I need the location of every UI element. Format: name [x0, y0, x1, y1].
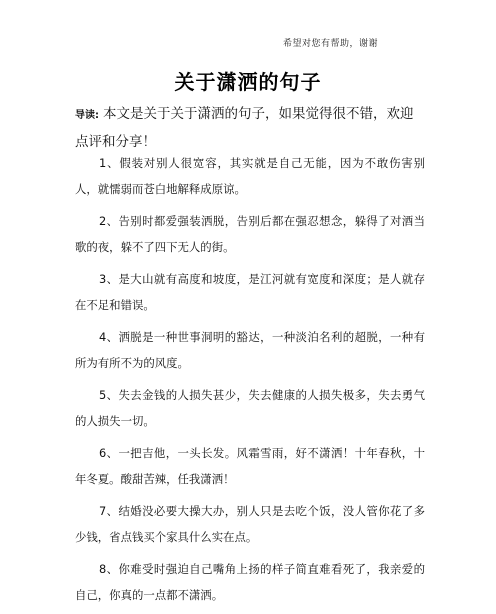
list-item: 3、是大山就有高度和坡度，是江河就有宽度和深度；是人就存在不足和错误。	[75, 272, 425, 312]
list-item: 8、你难受时强迫自己嘴角上扬的样子简直难看死了，我亲爱的自己，你真的一点都不潇洒。	[75, 562, 425, 602]
sentence-list	[75, 150, 425, 614]
list-item: 7、结婚没必要大操大办，别人只是去吃个饭，没人管你花了多少钱，省点钱买个家具什么实在点。	[75, 504, 425, 544]
intro-paragraph	[75, 101, 425, 155]
list-item: 2、告别时都爱强装洒脱，告别后都在强忍想念，躲得了对酒当歌的夜，躲不了四下无人的街。	[75, 214, 425, 254]
intro-label: 导读:	[75, 110, 99, 121]
list-item: 1、假装对别人很宽容，其实就是自己无能，因为不敢伤害别人，就懦弱而苍白地解释成原谅。	[75, 156, 425, 196]
list-item: 5、失去金钱的人损失甚少，失去健康的人损失极多，失去勇气的人损失一切。	[75, 388, 425, 428]
intro-text: 本文是关于关于潇洒的句子，如果觉得很不错，欢迎点评和分享！	[75, 106, 414, 150]
list-item: 4、洒脱是一种世事洞明的豁达，一种淡泊名利的超脱，一种有所为有所不为的风度。	[75, 330, 425, 370]
page-title: 关于潇洒的句子	[174, 70, 322, 94]
header-note: 希望对您有帮助，谢谢	[282, 39, 378, 49]
list-item: 6、一把吉他，一头长发。风霜雪雨，好不潇洒！十年春秋，十年冬夏。酸甜苦辣，任我潇洒！	[75, 446, 425, 486]
